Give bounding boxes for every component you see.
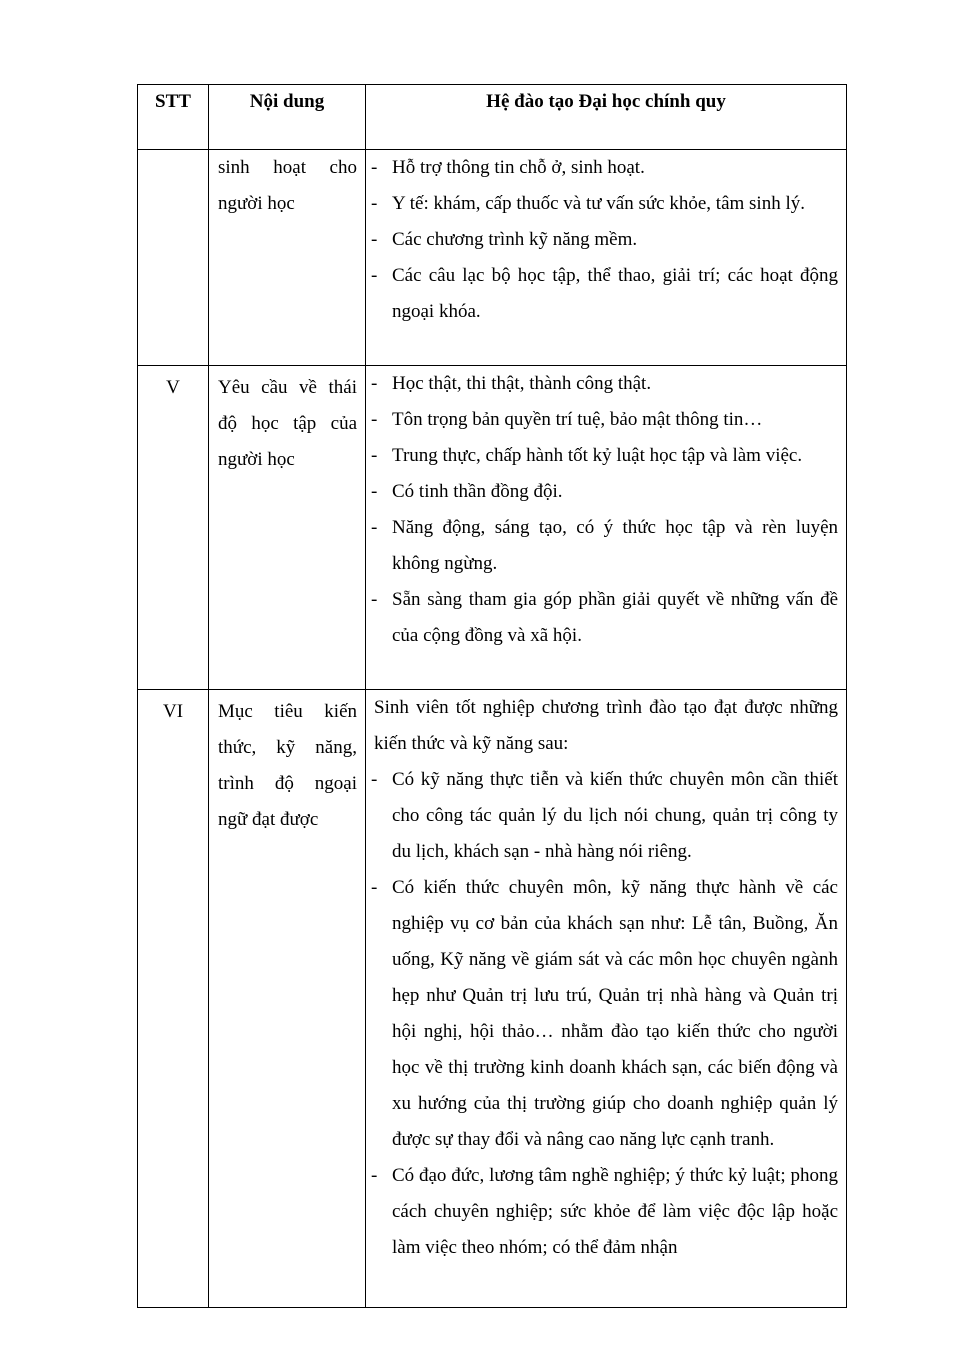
bullet-dash: -	[371, 877, 378, 898]
table-row	[138, 150, 847, 366]
table-row	[138, 690, 847, 1308]
list-item: - Trung thực, chấp hành tốt kỷ luật học tập và làm việc.	[371, 438, 838, 474]
header-noi-dung: Nội dung	[209, 85, 366, 150]
bullet-dash: -	[371, 517, 378, 538]
list-item: - Hỗ trợ thông tin chỗ ở, sinh hoạt.	[371, 150, 838, 186]
row-he-dao-tao	[366, 366, 847, 690]
bullet-dash: -	[371, 409, 378, 430]
list-item: - Có tinh thần đồng đội.	[371, 474, 838, 510]
bullet-dash: -	[371, 1165, 378, 1186]
list-item: - Y tế: khám, cấp thuốc và tư vấn sức khỏe, tâm sinh lý.	[371, 186, 838, 222]
bullet-dash: -	[371, 481, 378, 502]
row-stt	[138, 150, 209, 366]
row-noi-dung: Mục tiêu kiến thức, kỹ năng, trình độ ngoại ngữ đạt được	[209, 690, 366, 1308]
list-item: - Năng động, sáng tạo, có ý thức học tập và rèn luyện không ngừng.	[371, 510, 838, 582]
list-item: - Các câu lạc bộ học tập, thể thao, giải trí; các hoạt động ngoại khóa.	[371, 258, 838, 330]
intro-paragraph: Sinh viên tốt nghiệp chương trình đào tạo đạt được những kiến thức và kỹ năng sau:	[374, 697, 838, 754]
row-stt: VI	[138, 690, 209, 1308]
table-row	[138, 366, 847, 690]
bullet-dash: -	[371, 769, 378, 790]
list-item: - Có kỹ năng thực tiễn và kiến thức chuyên môn cần thiết cho công tác quản lý du lịch nói chung, quản trị công ty du lịch, khách sạn - nhà hàng nói riêng.	[371, 762, 838, 870]
bullet-dash: -	[371, 445, 378, 466]
header-he-dao-tao: Hệ đào tạo Đại học chính quy	[366, 85, 847, 150]
list-item: - Các chương trình kỹ năng mềm.	[371, 222, 838, 258]
row-he-dao-tao	[366, 690, 847, 1308]
bullet-dash: -	[371, 373, 378, 394]
list-item: - Có đạo đức, lương tâm nghề nghiệp; ý thức kỷ luật; phong cách chuyên nghiệp; sức khỏe để làm việc độc lập hoặc làm việc theo nhóm; có thể đảm nhận	[371, 1158, 838, 1266]
bullet-dash: -	[371, 229, 378, 250]
header-stt: STT	[138, 85, 209, 150]
list-item: - Tôn trọng bản quyền trí tuệ, bảo mật thông tin…	[371, 402, 838, 438]
bullet-dash: -	[371, 193, 378, 214]
bullet-dash: -	[371, 265, 378, 286]
row-noi-dung: sinh hoạt cho người học	[209, 150, 366, 366]
table-header-row	[138, 85, 847, 150]
list-item: - Học thật, thi thật, thành công thật.	[371, 366, 838, 402]
row-stt: V	[138, 366, 209, 690]
list-item: - Có kiến thức chuyên môn, kỹ năng thực hành về các nghiệp vụ cơ bản của khách sạn như: Lễ tân, Buồng, Ăn uống, Kỹ năng về giám sát và các môn học chuyên ngành hẹp như Quản trị lưu trú, Quản trị nhà hàng và Quản trị hội nghị, hội thảo… nhằm đào tạo kiến thức cho người học về thị trường kinh doanh khách sạn, các biến động và xu hướng của thị trường giúp cho doanh nghiệp quản lý được sự thay đổi và nâng cao năng lực cạnh tranh.	[371, 870, 838, 1158]
bullet-dash: -	[371, 589, 378, 610]
bullet-dash: -	[371, 157, 378, 178]
row-noi-dung: Yêu cầu về thái độ học tập của người học	[209, 366, 366, 690]
program-info-table	[137, 84, 847, 1308]
row-he-dao-tao	[366, 150, 847, 366]
list-item: - Sẵn sàng tham gia góp phần giải quyết về những vấn đề của cộng đồng và xã hội.	[371, 582, 838, 654]
